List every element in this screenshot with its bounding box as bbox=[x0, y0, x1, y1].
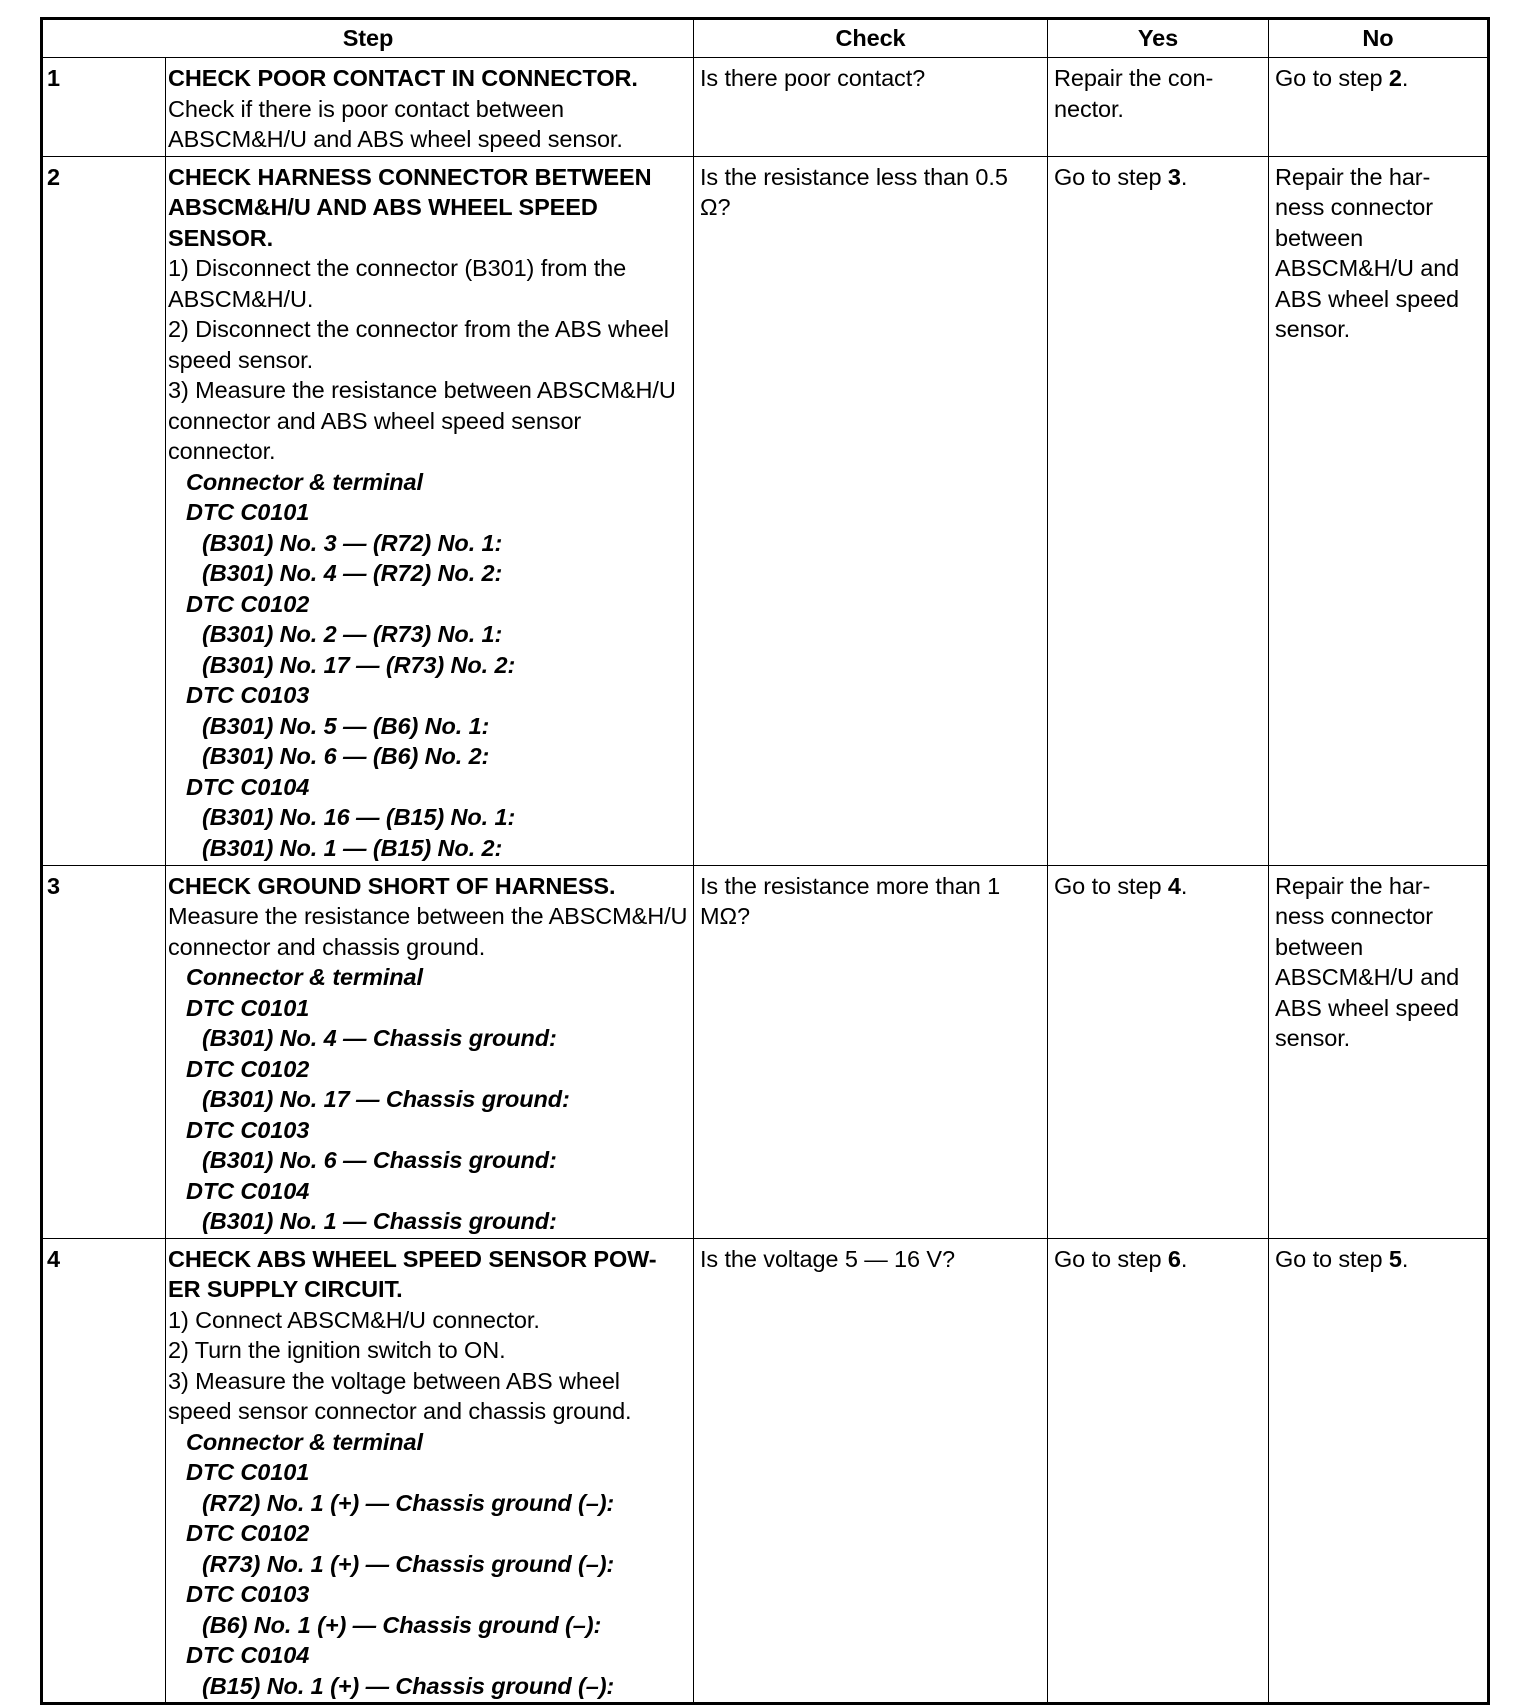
step-description bbox=[166, 865, 694, 1238]
check-cell: Is there poor contact? bbox=[694, 58, 1048, 157]
check-cell: Is the resistance less than 0.5 Ω? bbox=[694, 156, 1048, 865]
terminal-spec: (B301) No. 17 — Chassis ground: bbox=[202, 1086, 570, 1112]
no-cell: Repair the har- ness connector between ABSCM&H/U and ABS wheel speed sensor. bbox=[1269, 156, 1489, 865]
no-cell bbox=[1269, 1238, 1489, 1704]
no-text: Go to step bbox=[1275, 1245, 1389, 1272]
terminal-spec: (B301) No. 3 — (R72) No. 1: bbox=[202, 529, 503, 556]
yes-text: Go to step bbox=[1054, 872, 1168, 899]
connector-heading: Connector & terminal bbox=[186, 964, 423, 990]
step-instruction: 1) Disconnect the connector (B301) from the ABSCM&H/U. bbox=[168, 255, 627, 312]
header-yes: Yes bbox=[1048, 19, 1269, 58]
terminal-spec: (B6) No. 1 (+) — Chassis ground (–): bbox=[202, 1611, 602, 1638]
terminal-spec: (B15) No. 1 (+) — Chassis ground (–): bbox=[202, 1672, 615, 1699]
dtc-code: DTC C0104 bbox=[186, 773, 310, 800]
step-instruction: 2) Turn the ignition switch to ON. bbox=[168, 1337, 506, 1363]
terminal-spec: (R73) No. 1 (+) — Chassis ground (–): bbox=[202, 1550, 615, 1577]
step-number: 4 bbox=[42, 1238, 166, 1704]
dtc-code: DTC C0101 bbox=[186, 994, 310, 1021]
diagnostic-table bbox=[40, 17, 1490, 1705]
no-text-suffix: . bbox=[1401, 1245, 1409, 1272]
step-description bbox=[166, 156, 694, 865]
step-instruction: Check if there is poor contact between ABSCM&H/U and ABS wheel speed sensor. bbox=[168, 95, 623, 152]
step-instruction: Measure the resistance between the ABSCM&H/U connector and chassis ground. bbox=[168, 903, 688, 960]
dtc-code: DTC C0103 bbox=[186, 682, 310, 708]
step-number: 1 bbox=[42, 58, 166, 157]
terminal-spec: (B301) No. 1 — (B15) No. 2: bbox=[202, 834, 503, 861]
yes-step-ref: 6 bbox=[1167, 1245, 1181, 1272]
yes-text: Go to step bbox=[1054, 1245, 1168, 1272]
connector-heading: Connector & terminal bbox=[186, 1428, 423, 1455]
dtc-code: DTC C0104 bbox=[186, 1177, 310, 1204]
no-text-suffix: . bbox=[1401, 65, 1409, 91]
terminal-spec: (B301) No. 1 — Chassis ground: bbox=[202, 1208, 557, 1234]
dtc-code: DTC C0104 bbox=[186, 1642, 310, 1668]
step-title: CHECK GROUND SHORT OF HARNESS. bbox=[168, 872, 616, 899]
no-text: Go to step bbox=[1275, 65, 1389, 91]
yes-step-ref: 4 bbox=[1167, 872, 1181, 899]
no-cell: Repair the har- ness connector between ABSCM&H/U and ABS wheel speed sensor. bbox=[1269, 865, 1489, 1238]
step-description bbox=[166, 58, 694, 157]
step-title: CHECK HARNESS CONNECTOR BETWEEN ABSCM&H/U AND ABS WHEEL SPEED SENSOR. bbox=[168, 163, 652, 251]
header-check: Check bbox=[694, 19, 1048, 58]
table-row bbox=[42, 58, 1489, 157]
terminal-spec: (B301) No. 16 — (B15) No. 1: bbox=[202, 804, 516, 830]
no-step-ref: 2 bbox=[1388, 65, 1402, 91]
yes-cell bbox=[1048, 156, 1269, 865]
terminal-spec: (B301) No. 5 — (B6) No. 1: bbox=[202, 712, 490, 739]
yes-text-suffix: . bbox=[1180, 872, 1188, 899]
header-no: No bbox=[1269, 19, 1489, 58]
dtc-code: DTC C0102 bbox=[186, 1520, 310, 1546]
step-instruction: 3) Measure the resistance between ABSCM&H/U connector and ABS wheel speed sensor connector. bbox=[168, 377, 676, 464]
step-number: 3 bbox=[42, 865, 166, 1238]
yes-text: Go to step bbox=[1054, 163, 1168, 190]
yes-cell bbox=[1048, 865, 1269, 1238]
step-description bbox=[166, 1238, 694, 1704]
terminal-spec: (B301) No. 2 — (R73) No. 1: bbox=[202, 621, 503, 647]
header-row bbox=[42, 19, 1489, 58]
dtc-code: DTC C0103 bbox=[186, 1581, 310, 1607]
header-step: Step bbox=[42, 19, 694, 58]
no-cell bbox=[1269, 58, 1489, 157]
dtc-code: DTC C0101 bbox=[186, 499, 310, 525]
yes-text-suffix: . bbox=[1180, 163, 1188, 190]
terminal-spec: (B301) No. 6 — (B6) No. 2: bbox=[202, 743, 490, 769]
terminal-spec: (R72) No. 1 (+) — Chassis ground (–): bbox=[202, 1489, 615, 1516]
connector-heading: Connector & terminal bbox=[186, 468, 423, 495]
step-instruction: 3) Measure the voltage between ABS wheel speed sensor connector and chassis ground. bbox=[168, 1367, 632, 1424]
terminal-spec: (B301) No. 6 — Chassis ground: bbox=[202, 1147, 557, 1173]
step-instruction: 2) Disconnect the connector from the ABS wheel speed sensor. bbox=[168, 316, 669, 373]
table-row bbox=[42, 1238, 1489, 1704]
terminal-spec: (B301) No. 4 — (R72) No. 2: bbox=[202, 560, 503, 586]
step-title: CHECK ABS WHEEL SPEED SENSOR POW- ER SUPPLY CIRCUIT. bbox=[168, 1245, 657, 1302]
step-number: 2 bbox=[42, 156, 166, 865]
no-step-ref: 5 bbox=[1388, 1245, 1402, 1272]
yes-text-suffix: . bbox=[1180, 1245, 1188, 1272]
yes-cell bbox=[1048, 1238, 1269, 1704]
dtc-code: DTC C0102 bbox=[186, 1055, 310, 1082]
table-row bbox=[42, 156, 1489, 865]
dtc-code: DTC C0102 bbox=[186, 590, 310, 617]
terminal-spec: (B301) No. 4 — Chassis ground: bbox=[202, 1025, 557, 1051]
yes-cell: Repair the con- nector. bbox=[1048, 58, 1269, 157]
yes-step-ref: 3 bbox=[1167, 163, 1181, 190]
table-row bbox=[42, 865, 1489, 1238]
terminal-spec: (B301) No. 17 — (R73) No. 2: bbox=[202, 651, 516, 678]
step-title: CHECK POOR CONTACT IN CONNECTOR. bbox=[168, 65, 638, 91]
step-instruction: 1) Connect ABSCM&H/U connector. bbox=[168, 1306, 540, 1333]
check-cell: Is the resistance more than 1 MΩ? bbox=[694, 865, 1048, 1238]
dtc-code: DTC C0101 bbox=[186, 1459, 310, 1485]
check-cell: Is the voltage 5 — 16 V? bbox=[694, 1238, 1048, 1704]
dtc-code: DTC C0103 bbox=[186, 1116, 310, 1143]
